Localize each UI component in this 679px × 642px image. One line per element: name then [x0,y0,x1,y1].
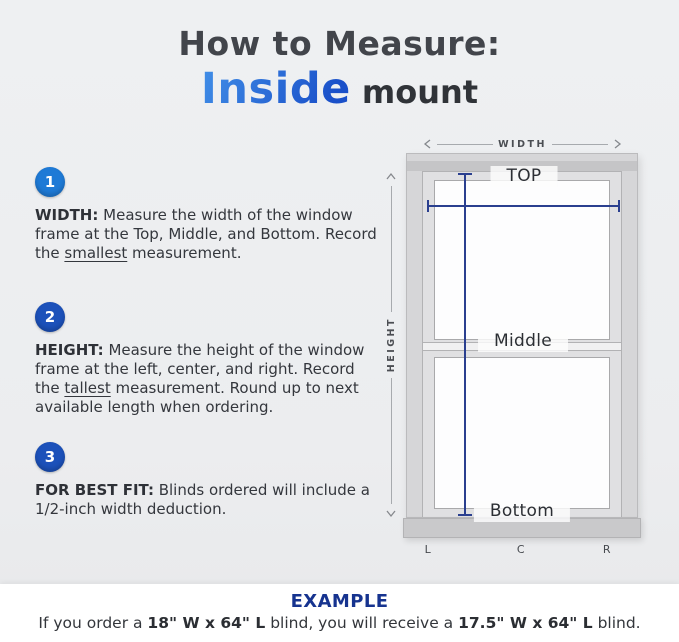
step-1-body: Measure the width of the window frame at the Top, Middle, and Bottom. Record the [35,206,377,262]
step-3 [35,442,377,519]
label-top: TOP [491,166,558,187]
upper-sash-pane [434,180,610,340]
title-highlight: Inside [200,64,351,114]
example-section [0,584,679,642]
step-1 [35,167,377,263]
arrow-right-icon [613,139,622,149]
title-line2 [0,64,679,114]
example-text [0,614,679,632]
step-1-underlined-word: smallest [64,243,128,262]
height-arrow-label: HEIGHT [385,317,397,373]
height-dimension-arrow [385,172,397,518]
marker-center: C [516,543,526,556]
arrow-down-icon [386,509,396,518]
arrow-up-icon [386,172,396,181]
step-1-lead: WIDTH: [35,206,99,224]
step-3-text [35,481,377,519]
label-middle: Middle [478,331,568,352]
title-suffix: mount [361,73,479,111]
step-2-lead: HEIGHT: [35,341,104,359]
marker-left: L [424,543,432,556]
step-3-body: Blinds ordered will include a 1/2-inch width deduction. [35,481,370,518]
page-title [0,24,679,114]
width-measure-line [427,205,620,207]
label-bottom: Bottom [474,501,570,522]
step-2-body-end: measurement. Round up to next available length when ordering. [35,378,359,416]
arrow-line [437,144,493,145]
arrow-line [391,378,392,504]
example-prefix: If you order a [38,614,148,632]
step-3-number-badge: 3 [35,442,65,472]
arrow-line [391,186,392,312]
step-3-lead: FOR BEST FIT: [35,481,154,499]
width-arrow-label: WIDTH [498,138,547,150]
step-2-text [35,341,377,417]
title-line1: How to Measure: [178,24,501,63]
height-measure-line [464,173,466,516]
lower-sash-pane [434,357,610,509]
step-1-number-badge: 1 [35,167,65,197]
arrow-line [552,144,608,145]
step-2-number-badge: 2 [35,302,65,332]
example-heading: EXAMPLE [290,591,389,612]
arrow-left-icon [423,139,432,149]
marker-right: R [602,543,612,556]
step-1-body-end: measurement. [127,243,242,262]
step-2-body: Measure the height of the window frame at the left, center, and right. Record the [35,341,365,397]
step-1-text [35,206,377,263]
step-2 [35,302,377,417]
width-dimension-arrow [423,138,622,150]
step-2-underlined-word: tallest [64,378,111,397]
example-ordered-size: 18" W x 64" L [147,614,266,632]
example-received-size: 17.5" W x 64" L [458,614,593,632]
example-suffix: blind. [592,614,641,632]
example-middle: blind, you will receive a [265,614,459,632]
